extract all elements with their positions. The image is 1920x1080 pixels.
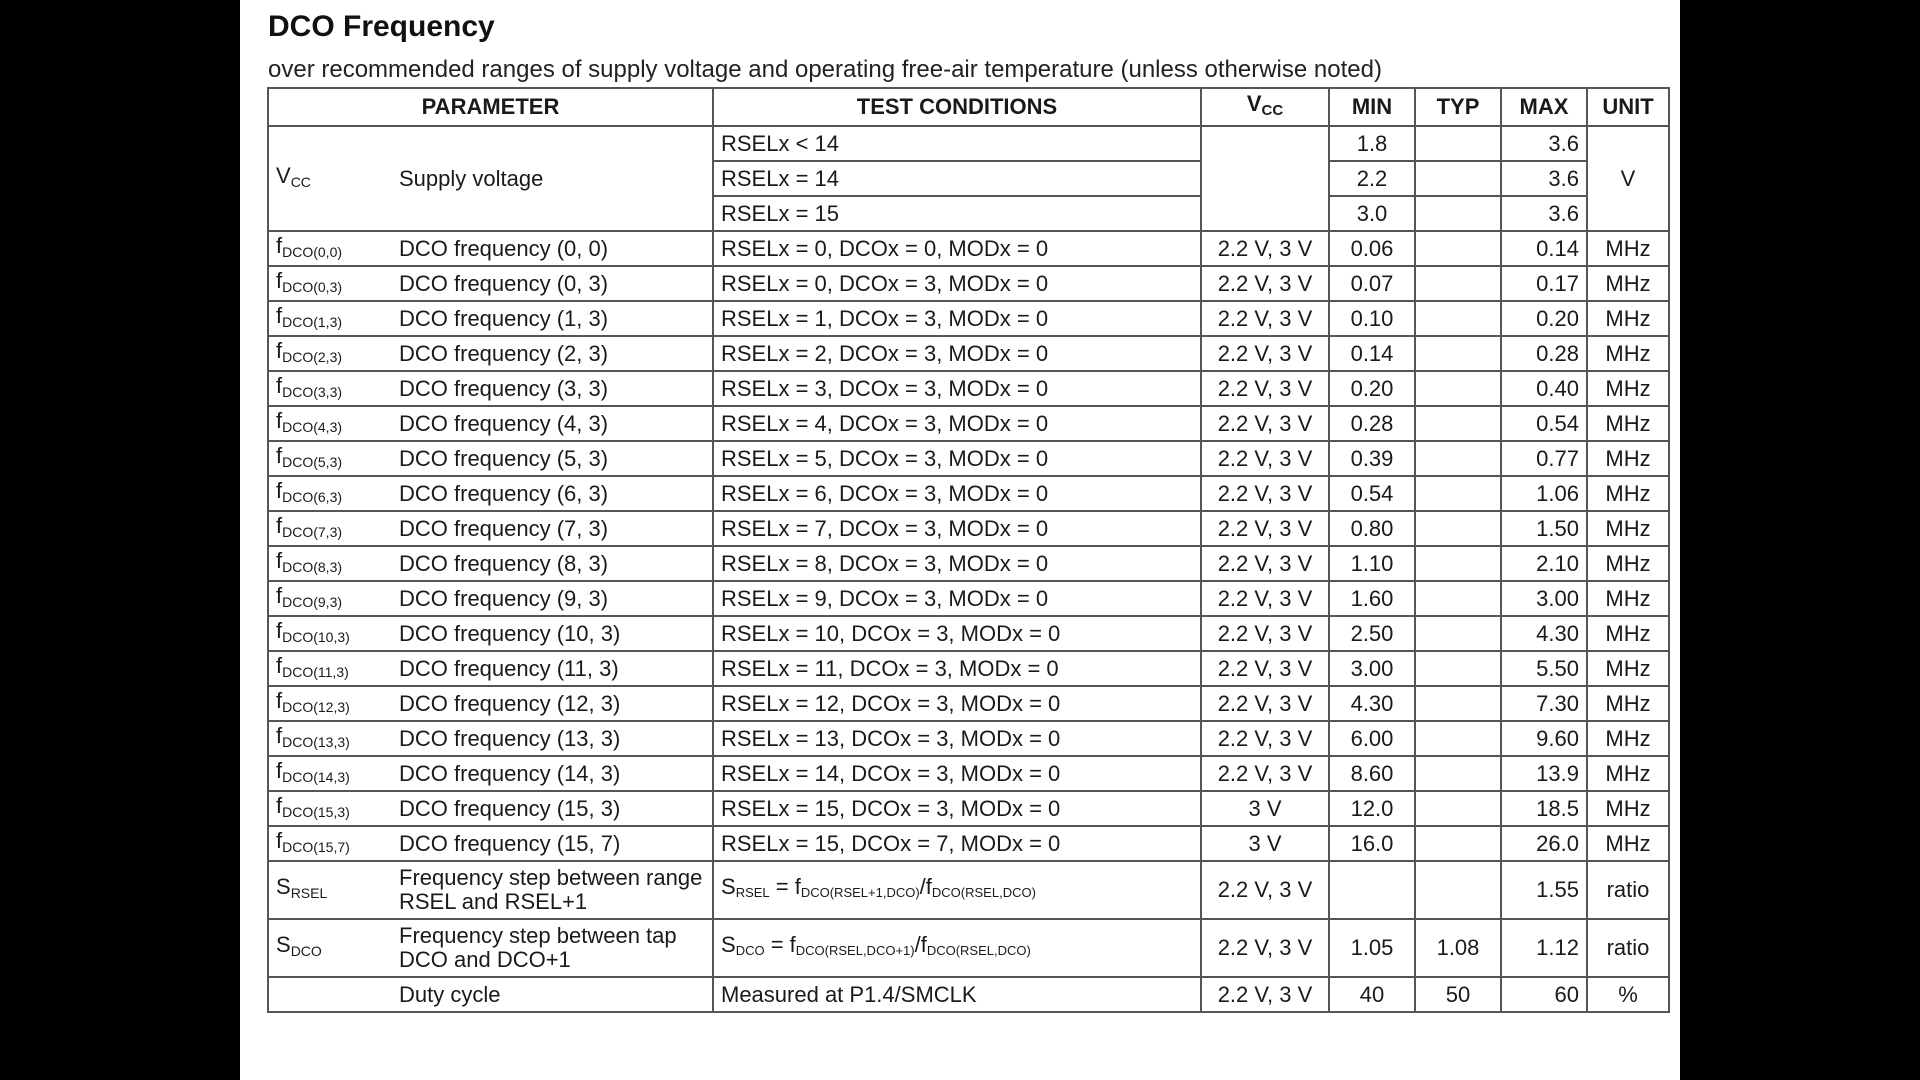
dco-max: 26.0 — [1501, 826, 1587, 861]
dco-symbol-main: f — [276, 407, 283, 433]
dco-max: 0.54 — [1501, 406, 1587, 441]
header-typ: TYP — [1415, 88, 1501, 126]
sdco-cond-num-sub: DCO(RSEL,DCO+1) — [795, 943, 915, 958]
section-subtitle: over recommended ranges of supply voltage and operating free-air temperature (unless otherwise noted) — [268, 56, 1382, 83]
dco-typ — [1415, 721, 1501, 756]
dco-symbol-sub: DCO(0,0) — [282, 243, 343, 260]
dco-description: DCO frequency (14, 3) — [392, 756, 713, 791]
srsel-description: Frequency step between range RSEL and RSEL+1 — [392, 861, 713, 919]
dco-symbol-sub: DCO(12,3) — [282, 698, 350, 715]
dco-condition: RSELx = 8, DCOx = 3, MODx = 0 — [713, 546, 1201, 581]
srsel-cond-lhs-sub: RSEL — [735, 885, 770, 900]
dco-symbol — [268, 616, 392, 651]
dco-description: DCO frequency (9, 3) — [392, 581, 713, 616]
sdco-symbol-sub: DCO — [290, 943, 322, 959]
dco-condition: RSELx = 15, DCOx = 7, MODx = 0 — [713, 826, 1201, 861]
dco-description: DCO frequency (0, 0) — [392, 231, 713, 266]
dco-symbol — [268, 231, 392, 266]
duty-vcc: 2.2 V, 3 V — [1201, 977, 1329, 1012]
dco-typ — [1415, 616, 1501, 651]
dco-symbol-main: f — [276, 372, 283, 398]
srsel-typ — [1415, 861, 1501, 919]
dco-symbol-sub: DCO(5,3) — [282, 453, 343, 470]
dco-frequency-row — [268, 476, 1669, 511]
dco-max: 0.28 — [1501, 336, 1587, 371]
dco-description: DCO frequency (8, 3) — [392, 546, 713, 581]
dco-condition: RSELx = 2, DCOx = 3, MODx = 0 — [713, 336, 1201, 371]
dco-symbol-main: f — [276, 512, 283, 538]
dco-symbol-sub: DCO(6,3) — [282, 488, 343, 505]
dco-typ — [1415, 651, 1501, 686]
dco-condition: RSELx = 4, DCOx = 3, MODx = 0 — [713, 406, 1201, 441]
dco-max: 0.17 — [1501, 266, 1587, 301]
duty-min: 40 — [1329, 977, 1415, 1012]
dco-description: DCO frequency (12, 3) — [392, 686, 713, 721]
dco-symbol — [268, 546, 392, 581]
sdco-cond-eq: = f — [764, 932, 796, 957]
dco-unit: MHz — [1587, 581, 1669, 616]
dco-frequency-row — [268, 301, 1669, 336]
dco-typ — [1415, 581, 1501, 616]
dco-vcc: 2.2 V, 3 V — [1201, 406, 1329, 441]
duty-typ: 50 — [1415, 977, 1501, 1012]
dco-vcc: 2.2 V, 3 V — [1201, 231, 1329, 266]
dco-max: 3.00 — [1501, 581, 1587, 616]
dco-condition: RSELx = 9, DCOx = 3, MODx = 0 — [713, 581, 1201, 616]
sdco-cond-den-sub: DCO(RSEL,DCO) — [926, 943, 1031, 958]
dco-description: DCO frequency (5, 3) — [392, 441, 713, 476]
dco-frequency-row — [268, 686, 1669, 721]
dco-condition: RSELx = 10, DCOx = 3, MODx = 0 — [713, 616, 1201, 651]
dco-symbol-sub: DCO(1,3) — [282, 313, 343, 330]
supply-typ — [1415, 126, 1501, 161]
dco-symbol-sub: DCO(2,3) — [282, 348, 343, 365]
dco-typ — [1415, 441, 1501, 476]
srsel-cond-den-sub: DCO(RSEL,DCO) — [931, 885, 1036, 900]
dco-min: 6.00 — [1329, 721, 1415, 756]
dco-symbol-sub: DCO(11,3) — [282, 663, 349, 680]
dco-frequency-row — [268, 791, 1669, 826]
dco-unit: MHz — [1587, 371, 1669, 406]
dco-vcc: 2.2 V, 3 V — [1201, 511, 1329, 546]
dco-condition: RSELx = 7, DCOx = 3, MODx = 0 — [713, 511, 1201, 546]
dco-symbol — [268, 336, 392, 371]
sdco-vcc: 2.2 V, 3 V — [1201, 919, 1329, 977]
supply-unit: V — [1587, 126, 1669, 231]
srsel-symbol-sub: RSEL — [290, 885, 328, 901]
sdco-unit: ratio — [1587, 919, 1669, 977]
section-title: DCO Frequency — [268, 10, 495, 43]
dco-symbol-main: f — [276, 477, 283, 503]
dco-unit: MHz — [1587, 546, 1669, 581]
dco-max: 7.30 — [1501, 686, 1587, 721]
dco-typ — [1415, 511, 1501, 546]
duty-max: 60 — [1501, 977, 1587, 1012]
sdco-description: Frequency step between tap DCO and DCO+1 — [392, 919, 713, 977]
sdco-cond-div: /f — [914, 932, 927, 957]
sdco-row — [268, 919, 1669, 977]
dco-condition: RSELx = 6, DCOx = 3, MODx = 0 — [713, 476, 1201, 511]
dco-unit: MHz — [1587, 616, 1669, 651]
supply-symbol-main: V — [276, 162, 291, 188]
dco-condition: RSELx = 13, DCOx = 3, MODx = 0 — [713, 721, 1201, 756]
dco-symbol-sub: DCO(15,7) — [282, 838, 350, 855]
datasheet-page — [240, 0, 1680, 1080]
header-min: MIN — [1329, 88, 1415, 126]
srsel-condition — [713, 861, 1201, 919]
dco-description: DCO frequency (7, 3) — [392, 511, 713, 546]
dco-vcc: 2.2 V, 3 V — [1201, 686, 1329, 721]
dco-symbol-main: f — [276, 302, 283, 328]
dco-symbol-main: f — [276, 792, 283, 818]
dco-symbol — [268, 371, 392, 406]
dco-description: DCO frequency (11, 3) — [392, 651, 713, 686]
dco-symbol-sub: DCO(15,3) — [282, 803, 350, 820]
dco-unit: MHz — [1587, 826, 1669, 861]
dco-typ — [1415, 756, 1501, 791]
dco-min: 1.10 — [1329, 546, 1415, 581]
dco-typ — [1415, 406, 1501, 441]
dco-frequency-row — [268, 336, 1669, 371]
srsel-symbol-main: S — [276, 874, 291, 899]
dco-symbol-sub: DCO(0,3) — [282, 278, 343, 295]
dco-min: 12.0 — [1329, 791, 1415, 826]
dco-unit: MHz — [1587, 441, 1669, 476]
supply-condition: RSELx = 14 — [713, 161, 1201, 196]
sdco-condition — [713, 919, 1201, 977]
dco-typ — [1415, 686, 1501, 721]
dco-symbol-main: f — [276, 687, 283, 713]
srsel-vcc: 2.2 V, 3 V — [1201, 861, 1329, 919]
dco-unit: MHz — [1587, 756, 1669, 791]
sdco-typ: 1.08 — [1415, 919, 1501, 977]
dco-condition: RSELx = 11, DCOx = 3, MODx = 0 — [713, 651, 1201, 686]
dco-condition: RSELx = 0, DCOx = 0, MODx = 0 — [713, 231, 1201, 266]
supply-typ — [1415, 161, 1501, 196]
dco-typ — [1415, 826, 1501, 861]
dco-min: 0.20 — [1329, 371, 1415, 406]
duty-condition: Measured at P1.4/SMCLK — [713, 977, 1201, 1012]
dco-symbol-main: f — [276, 232, 283, 258]
dco-symbol-sub: DCO(4,3) — [282, 418, 343, 435]
header-max: MAX — [1501, 88, 1587, 126]
dco-symbol-sub: DCO(14,3) — [282, 768, 350, 785]
sdco-symbol-main: S — [276, 932, 291, 957]
dco-typ — [1415, 791, 1501, 826]
dco-description: DCO frequency (15, 7) — [392, 826, 713, 861]
dco-description: DCO frequency (0, 3) — [392, 266, 713, 301]
supply-max: 3.6 — [1501, 161, 1587, 196]
dco-frequency-row — [268, 441, 1669, 476]
srsel-unit: ratio — [1587, 861, 1669, 919]
dco-min: 0.54 — [1329, 476, 1415, 511]
dco-frequency-row — [268, 231, 1669, 266]
dco-max: 13.9 — [1501, 756, 1587, 791]
dco-unit: MHz — [1587, 266, 1669, 301]
dco-max: 4.30 — [1501, 616, 1587, 651]
supply-condition: RSELx = 15 — [713, 196, 1201, 231]
dco-max: 2.10 — [1501, 546, 1587, 581]
srsel-cond-div: /f — [919, 874, 932, 899]
dco-description: DCO frequency (13, 3) — [392, 721, 713, 756]
dco-vcc: 2.2 V, 3 V — [1201, 476, 1329, 511]
dco-condition: RSELx = 14, DCOx = 3, MODx = 0 — [713, 756, 1201, 791]
sdco-symbol — [268, 919, 392, 977]
header-parameter: PARAMETER — [268, 88, 713, 126]
dco-condition: RSELx = 3, DCOx = 3, MODx = 0 — [713, 371, 1201, 406]
dco-symbol-main: f — [276, 337, 283, 363]
dco-description: DCO frequency (2, 3) — [392, 336, 713, 371]
supply-min: 3.0 — [1329, 196, 1415, 231]
duty-description: Duty cycle — [392, 977, 713, 1012]
dco-typ — [1415, 231, 1501, 266]
dco-max: 5.50 — [1501, 651, 1587, 686]
dco-symbol-sub: DCO(7,3) — [282, 523, 343, 540]
dco-symbol-sub: DCO(9,3) — [282, 593, 343, 610]
sdco-max: 1.12 — [1501, 919, 1587, 977]
dco-vcc: 2.2 V, 3 V — [1201, 651, 1329, 686]
dco-vcc: 2.2 V, 3 V — [1201, 616, 1329, 651]
dco-vcc: 2.2 V, 3 V — [1201, 336, 1329, 371]
dco-symbol-main: f — [276, 757, 283, 783]
dco-symbol — [268, 511, 392, 546]
dco-vcc: 2.2 V, 3 V — [1201, 266, 1329, 301]
dco-condition: RSELx = 1, DCOx = 3, MODx = 0 — [713, 301, 1201, 336]
srsel-row — [268, 861, 1669, 919]
dco-symbol — [268, 266, 392, 301]
dco-vcc: 2.2 V, 3 V — [1201, 301, 1329, 336]
dco-typ — [1415, 476, 1501, 511]
duty-cycle-row — [268, 977, 1669, 1012]
dco-description: DCO frequency (4, 3) — [392, 406, 713, 441]
srsel-cond-num-sub: DCO(RSEL+1,DCO) — [800, 885, 920, 900]
dco-min: 0.14 — [1329, 336, 1415, 371]
supply-max: 3.6 — [1501, 196, 1587, 231]
dco-min: 0.28 — [1329, 406, 1415, 441]
dco-unit: MHz — [1587, 651, 1669, 686]
dco-max: 0.77 — [1501, 441, 1587, 476]
supply-condition: RSELx < 14 — [713, 126, 1201, 161]
dco-symbol-main: f — [276, 617, 283, 643]
dco-symbol — [268, 651, 392, 686]
dco-min: 3.00 — [1329, 651, 1415, 686]
dco-description: DCO frequency (3, 3) — [392, 371, 713, 406]
dco-frequency-row — [268, 651, 1669, 686]
dco-vcc: 2.2 V, 3 V — [1201, 581, 1329, 616]
dco-symbol-sub: DCO(3,3) — [282, 383, 343, 400]
supply-max: 3.6 — [1501, 126, 1587, 161]
duty-symbol — [268, 977, 392, 1012]
dco-symbol — [268, 301, 392, 336]
dco-symbol-sub: DCO(13,3) — [282, 733, 350, 750]
supply-symbol-sub: CC — [290, 173, 311, 190]
dco-min: 1.60 — [1329, 581, 1415, 616]
dco-symbol-sub: DCO(10,3) — [282, 628, 350, 645]
dco-description: DCO frequency (10, 3) — [392, 616, 713, 651]
srsel-max: 1.55 — [1501, 861, 1587, 919]
dco-symbol — [268, 476, 392, 511]
dco-frequency-row — [268, 546, 1669, 581]
dco-symbol — [268, 581, 392, 616]
supply-description: Supply voltage — [392, 126, 713, 231]
supply-typ — [1415, 196, 1501, 231]
dco-frequency-row — [268, 756, 1669, 791]
sdco-min: 1.05 — [1329, 919, 1415, 977]
dco-symbol-main: f — [276, 267, 283, 293]
dco-symbol-main: f — [276, 722, 283, 748]
dco-min: 0.06 — [1329, 231, 1415, 266]
dco-symbol-main: f — [276, 547, 283, 573]
dco-condition: RSELx = 0, DCOx = 3, MODx = 0 — [713, 266, 1201, 301]
dco-min: 4.30 — [1329, 686, 1415, 721]
dco-frequency-row — [268, 406, 1669, 441]
dco-description: DCO frequency (6, 3) — [392, 476, 713, 511]
dco-max: 9.60 — [1501, 721, 1587, 756]
dco-frequency-row — [268, 721, 1669, 756]
supply-symbol — [268, 126, 392, 231]
dco-min: 2.50 — [1329, 616, 1415, 651]
dco-max: 18.5 — [1501, 791, 1587, 826]
dco-condition: RSELx = 12, DCOx = 3, MODx = 0 — [713, 686, 1201, 721]
header-row — [268, 88, 1669, 126]
dco-min: 0.07 — [1329, 266, 1415, 301]
dco-max: 1.50 — [1501, 511, 1587, 546]
dco-min: 8.60 — [1329, 756, 1415, 791]
dco-description: DCO frequency (1, 3) — [392, 301, 713, 336]
dco-unit: MHz — [1587, 336, 1669, 371]
dco-vcc: 2.2 V, 3 V — [1201, 441, 1329, 476]
dco-symbol — [268, 441, 392, 476]
dco-symbol-main: f — [276, 582, 283, 608]
dco-max: 0.20 — [1501, 301, 1587, 336]
dco-condition: RSELx = 15, DCOx = 3, MODx = 0 — [713, 791, 1201, 826]
dco-vcc: 2.2 V, 3 V — [1201, 371, 1329, 406]
dco-symbol — [268, 826, 392, 861]
dco-min: 16.0 — [1329, 826, 1415, 861]
supply-row-1 — [268, 126, 1669, 161]
header-vcc — [1201, 88, 1329, 126]
dco-vcc: 2.2 V, 3 V — [1201, 546, 1329, 581]
dco-min: 0.39 — [1329, 441, 1415, 476]
dco-symbol-main: f — [276, 652, 283, 678]
dco-typ — [1415, 336, 1501, 371]
dco-symbol-main: f — [276, 827, 283, 853]
dco-typ — [1415, 301, 1501, 336]
srsel-cond-lhs: S — [721, 874, 736, 899]
header-unit: UNIT — [1587, 88, 1669, 126]
srsel-min — [1329, 861, 1415, 919]
dco-unit: MHz — [1587, 476, 1669, 511]
sdco-cond-lhs: S — [721, 932, 736, 957]
dco-max: 0.40 — [1501, 371, 1587, 406]
dco-symbol-main: f — [276, 442, 283, 468]
dco-unit: MHz — [1587, 721, 1669, 756]
supply-vcc — [1201, 126, 1329, 231]
dco-unit: MHz — [1587, 791, 1669, 826]
supply-min: 2.2 — [1329, 161, 1415, 196]
dco-frequency-row — [268, 616, 1669, 651]
dco-frequency-row — [268, 266, 1669, 301]
dco-symbol-sub: DCO(8,3) — [282, 558, 343, 575]
dco-typ — [1415, 546, 1501, 581]
supply-min: 1.8 — [1329, 126, 1415, 161]
dco-typ — [1415, 266, 1501, 301]
dco-min: 0.80 — [1329, 511, 1415, 546]
dco-frequency-row — [268, 581, 1669, 616]
dco-frequency-row — [268, 371, 1669, 406]
dco-max: 0.14 — [1501, 231, 1587, 266]
srsel-symbol — [268, 861, 392, 919]
dco-vcc: 3 V — [1201, 826, 1329, 861]
srsel-cond-eq: = f — [769, 874, 801, 899]
header-vcc-main: V — [1246, 90, 1262, 116]
dco-frequency-row — [268, 826, 1669, 861]
dco-unit: MHz — [1587, 231, 1669, 266]
sdco-cond-lhs-sub: DCO — [735, 943, 765, 958]
dco-max: 1.06 — [1501, 476, 1587, 511]
dco-vcc: 2.2 V, 3 V — [1201, 756, 1329, 791]
dco-frequency-table — [267, 87, 1670, 1013]
dco-typ — [1415, 371, 1501, 406]
dco-symbol — [268, 686, 392, 721]
dco-symbol — [268, 791, 392, 826]
dco-description: DCO frequency (15, 3) — [392, 791, 713, 826]
dco-vcc: 3 V — [1201, 791, 1329, 826]
duty-unit: % — [1587, 977, 1669, 1012]
dco-unit: MHz — [1587, 301, 1669, 336]
dco-vcc: 2.2 V, 3 V — [1201, 721, 1329, 756]
header-vcc-sub: CC — [1261, 101, 1284, 119]
dco-min: 0.10 — [1329, 301, 1415, 336]
dco-condition: RSELx = 5, DCOx = 3, MODx = 0 — [713, 441, 1201, 476]
dco-unit: MHz — [1587, 511, 1669, 546]
header-test-conditions: TEST CONDITIONS — [713, 88, 1201, 126]
dco-symbol — [268, 406, 392, 441]
dco-symbol — [268, 756, 392, 791]
dco-symbol — [268, 721, 392, 756]
dco-frequency-row — [268, 511, 1669, 546]
dco-unit: MHz — [1587, 406, 1669, 441]
dco-unit: MHz — [1587, 686, 1669, 721]
